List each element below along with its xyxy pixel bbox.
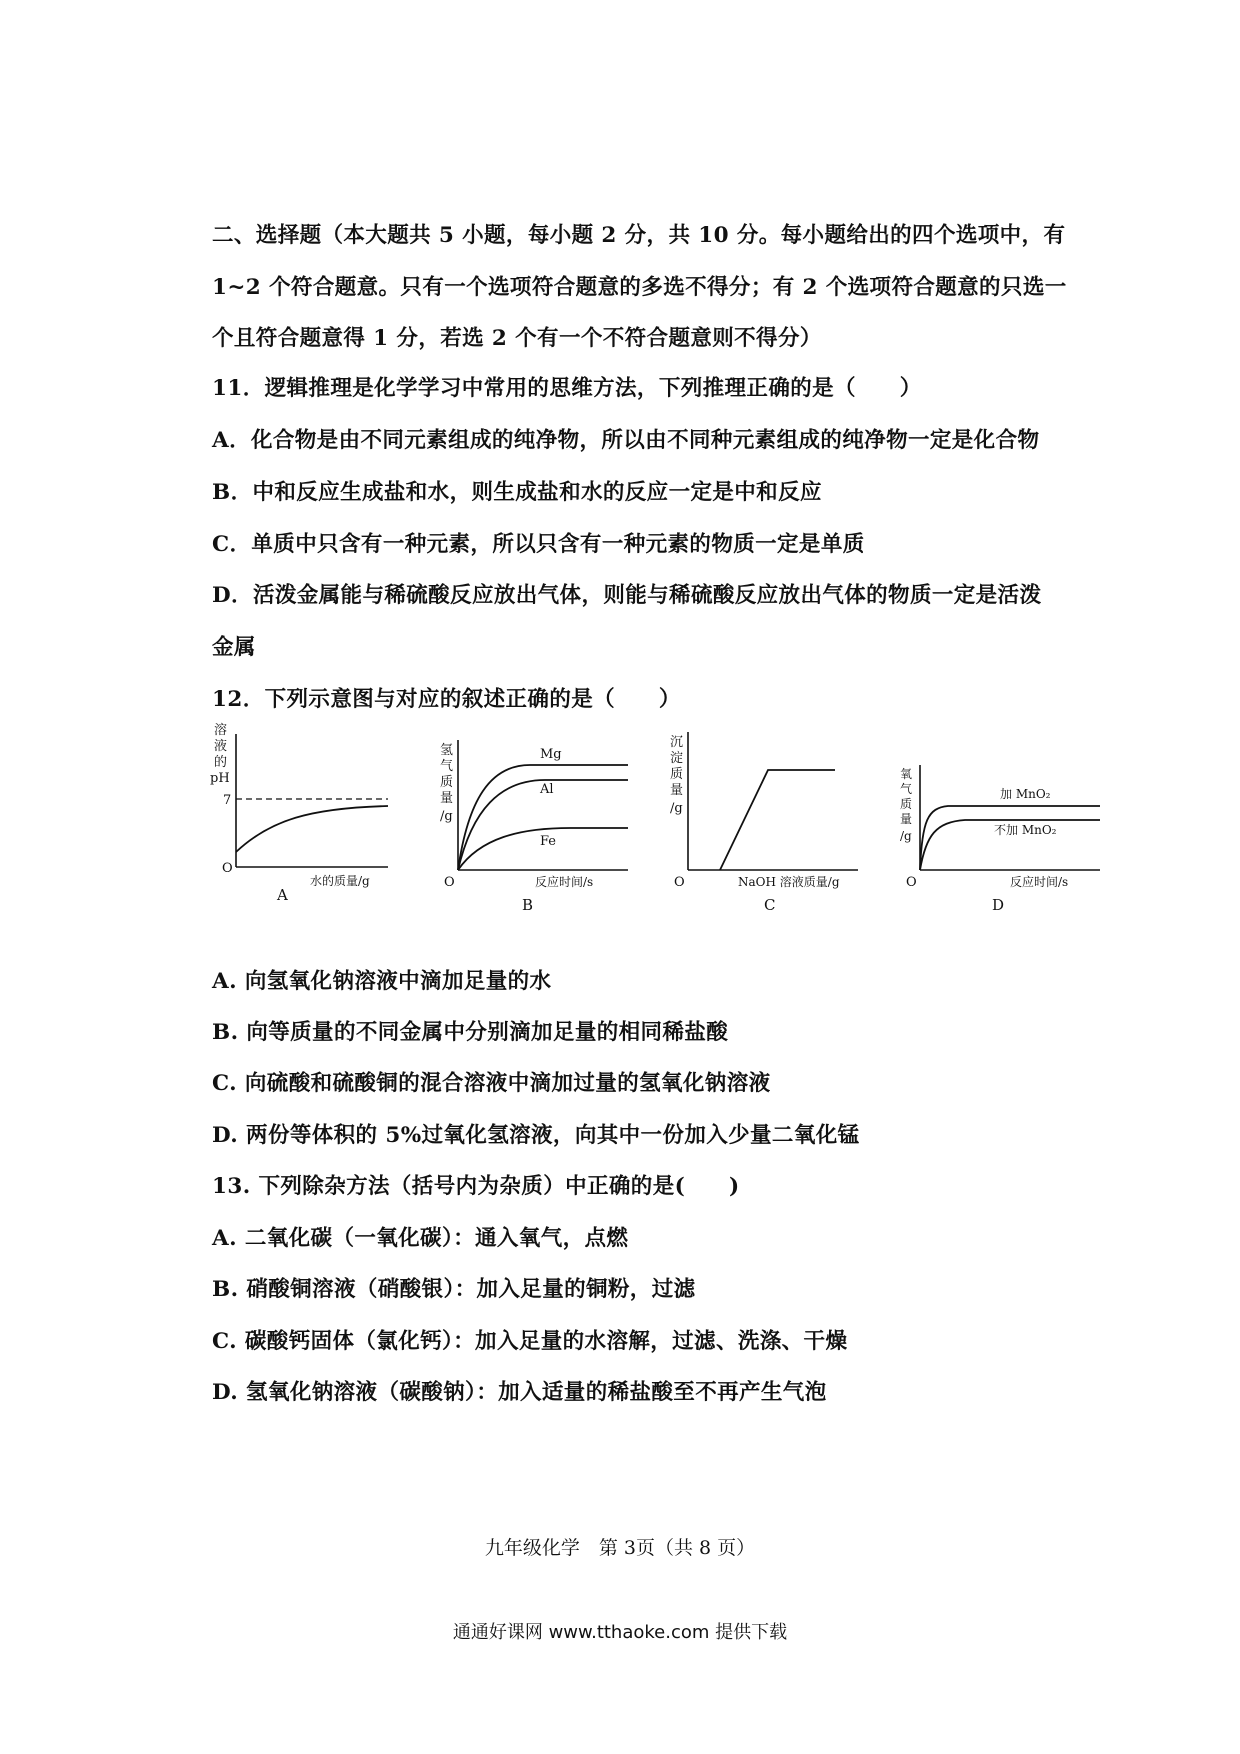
q12-option-c: C. 向硫酸和硫酸铜的混合溶液中滴加过量的氢氧化钠溶液 [212, 1071, 771, 1096]
section-header-line-1: 二、选择题（本大题共 5 小题，每小题 2 分，共 10 分。每小题给出的四个选项中，有 [212, 223, 1066, 248]
q13-option-b: B. 硝酸铜溶液（硝酸银）：加入足量的铜粉，过滤 [212, 1277, 696, 1302]
figure-b-xlabel: 反应时间/s [535, 875, 594, 889]
figure-a-curve [236, 806, 388, 852]
figure-b-label-fe: Fe [540, 834, 557, 849]
figure-d-ylabel-3: 质 [900, 797, 913, 811]
figure-c-curve [720, 770, 835, 870]
figure-c [670, 720, 870, 920]
q12-figures [210, 720, 1110, 920]
figure-c-ylabel [670, 735, 683, 816]
q11-option-d-line-2: 金属 [212, 635, 256, 660]
figure-a-xlabel: 水的质量/g [310, 874, 370, 888]
figure-b-label-al: Al [540, 782, 554, 797]
figure-d-ylabel-5: /g [900, 829, 912, 843]
q11-stem: 11．逻辑推理是化学学习中常用的思维方法，下列推理正确的是（ ） [212, 376, 922, 401]
figure-a-ylabel [210, 722, 230, 786]
q12-option-d: D. 两份等体积的 5%过氧化氢溶液，向其中一份加入少量二氧化锰 [212, 1123, 860, 1148]
figure-c-ylabel-2: 淀 [670, 751, 684, 766]
q13-option-c: C. 碳酸钙固体（氯化钙）：加入足量的水溶解，过滤、洗涤、干燥 [212, 1329, 848, 1354]
figure-b-ylabel-2: 气 [440, 759, 454, 774]
figure-b-origin: O [444, 875, 455, 890]
figure-b [440, 720, 640, 920]
figure-a-ylabel-2: 液 [214, 739, 228, 754]
figure-a-caption: A [277, 886, 288, 904]
q12-option-a: A. 向氢氧化钠溶液中滴加足量的水 [212, 969, 552, 994]
q12-stem: 12．下列示意图与对应的叙述正确的是（ ） [212, 687, 681, 712]
figure-a-origin: O [222, 861, 233, 876]
figure-b-caption: B [522, 896, 534, 914]
figure-b-ylabel-5: /g [440, 809, 453, 824]
q11-option-a: A．化合物是由不同元素组成的纯净物，所以由不同种元素组成的纯净物一定是化合物 [212, 428, 1040, 453]
download-watermark: 通通好课网 www.tthaoke.com 提供下载 [452, 1622, 788, 1643]
figure-d-xlabel: 反应时间/s [1010, 875, 1069, 889]
figure-b-ylabel-3: 质 [440, 775, 454, 790]
figure-a-ylabel-4: pH [210, 771, 230, 786]
figure-b-ylabel-4: 量 [440, 791, 454, 806]
figure-a-ylabel-3: 的 [214, 755, 228, 770]
figure-a-ylabel-1: 溶 [214, 723, 228, 738]
figure-c-caption: C [764, 896, 776, 914]
figure-b-ylabel-1: 氢 [440, 743, 454, 758]
figure-d-origin: O [906, 875, 917, 890]
figure-c-ylabel-3: 质 [670, 767, 684, 782]
figure-c-ylabel-5: /g [670, 801, 683, 816]
figure-c-ylabel-4: 量 [670, 783, 684, 798]
q12-option-b: B. 向等质量的不同金属中分别滴加足量的相同稀盐酸 [212, 1020, 729, 1045]
q11-option-c: C．单质中只含有一种元素，所以只含有一种元素的物质一定是单质 [212, 532, 865, 557]
figure-c-xlabel: NaOH 溶液质量/g [738, 875, 840, 889]
figure-c-origin: O [674, 875, 685, 890]
figure-d-label-no-mno2: 不加 MnO₂ [994, 823, 1057, 837]
figure-c-ylabel-1: 沉 [670, 735, 684, 750]
q13-option-a: A. 二氧化碳（一氧化碳）：通入氧气，点燃 [212, 1226, 629, 1251]
figure-d-label-mno2: 加 MnO₂ [1000, 787, 1051, 801]
figure-d-curve-mno2 [920, 806, 1100, 870]
figure-d-ylabel [900, 767, 912, 843]
figure-b-ylabel [440, 743, 453, 824]
figure-d-caption: D [992, 896, 1005, 914]
section-header-line-2: 1~2 个符合题意。只有一个选项符合题意的多选不得分；有 2 个选项符合题意的只选一 [212, 275, 1067, 300]
q11-option-b: B．中和反应生成盐和水，则生成盐和水的反应一定是中和反应 [212, 480, 822, 505]
figure-d-ylabel-1: 氧 [900, 767, 913, 781]
q13-option-d: D. 氢氧化钠溶液（碳酸钠）：加入适量的稀盐酸至不再产生气泡 [212, 1380, 827, 1405]
page-footer: 九年级化学 第 3页（共 8 页） [484, 1537, 756, 1559]
section-header-line-3: 个且符合题意得 1 分，若选 2 个有一个不符合题意则不得分） [212, 326, 822, 351]
figure-a [210, 720, 410, 920]
figure-d-ylabel-4: 量 [900, 812, 913, 826]
figure-b-label-mg: Mg [540, 747, 562, 762]
figure-d [900, 720, 1110, 920]
q11-option-d-line-1: D．活泼金属能与稀硫酸反应放出气体，则能与稀硫酸反应放出气体的物质一定是活泼 [212, 583, 1042, 608]
q13-stem: 13. 下列除杂方法（括号内为杂质）中正确的是( ) [212, 1174, 740, 1199]
figure-a-seven-label: 7 [223, 793, 232, 808]
figure-d-ylabel-2: 气 [900, 782, 913, 796]
